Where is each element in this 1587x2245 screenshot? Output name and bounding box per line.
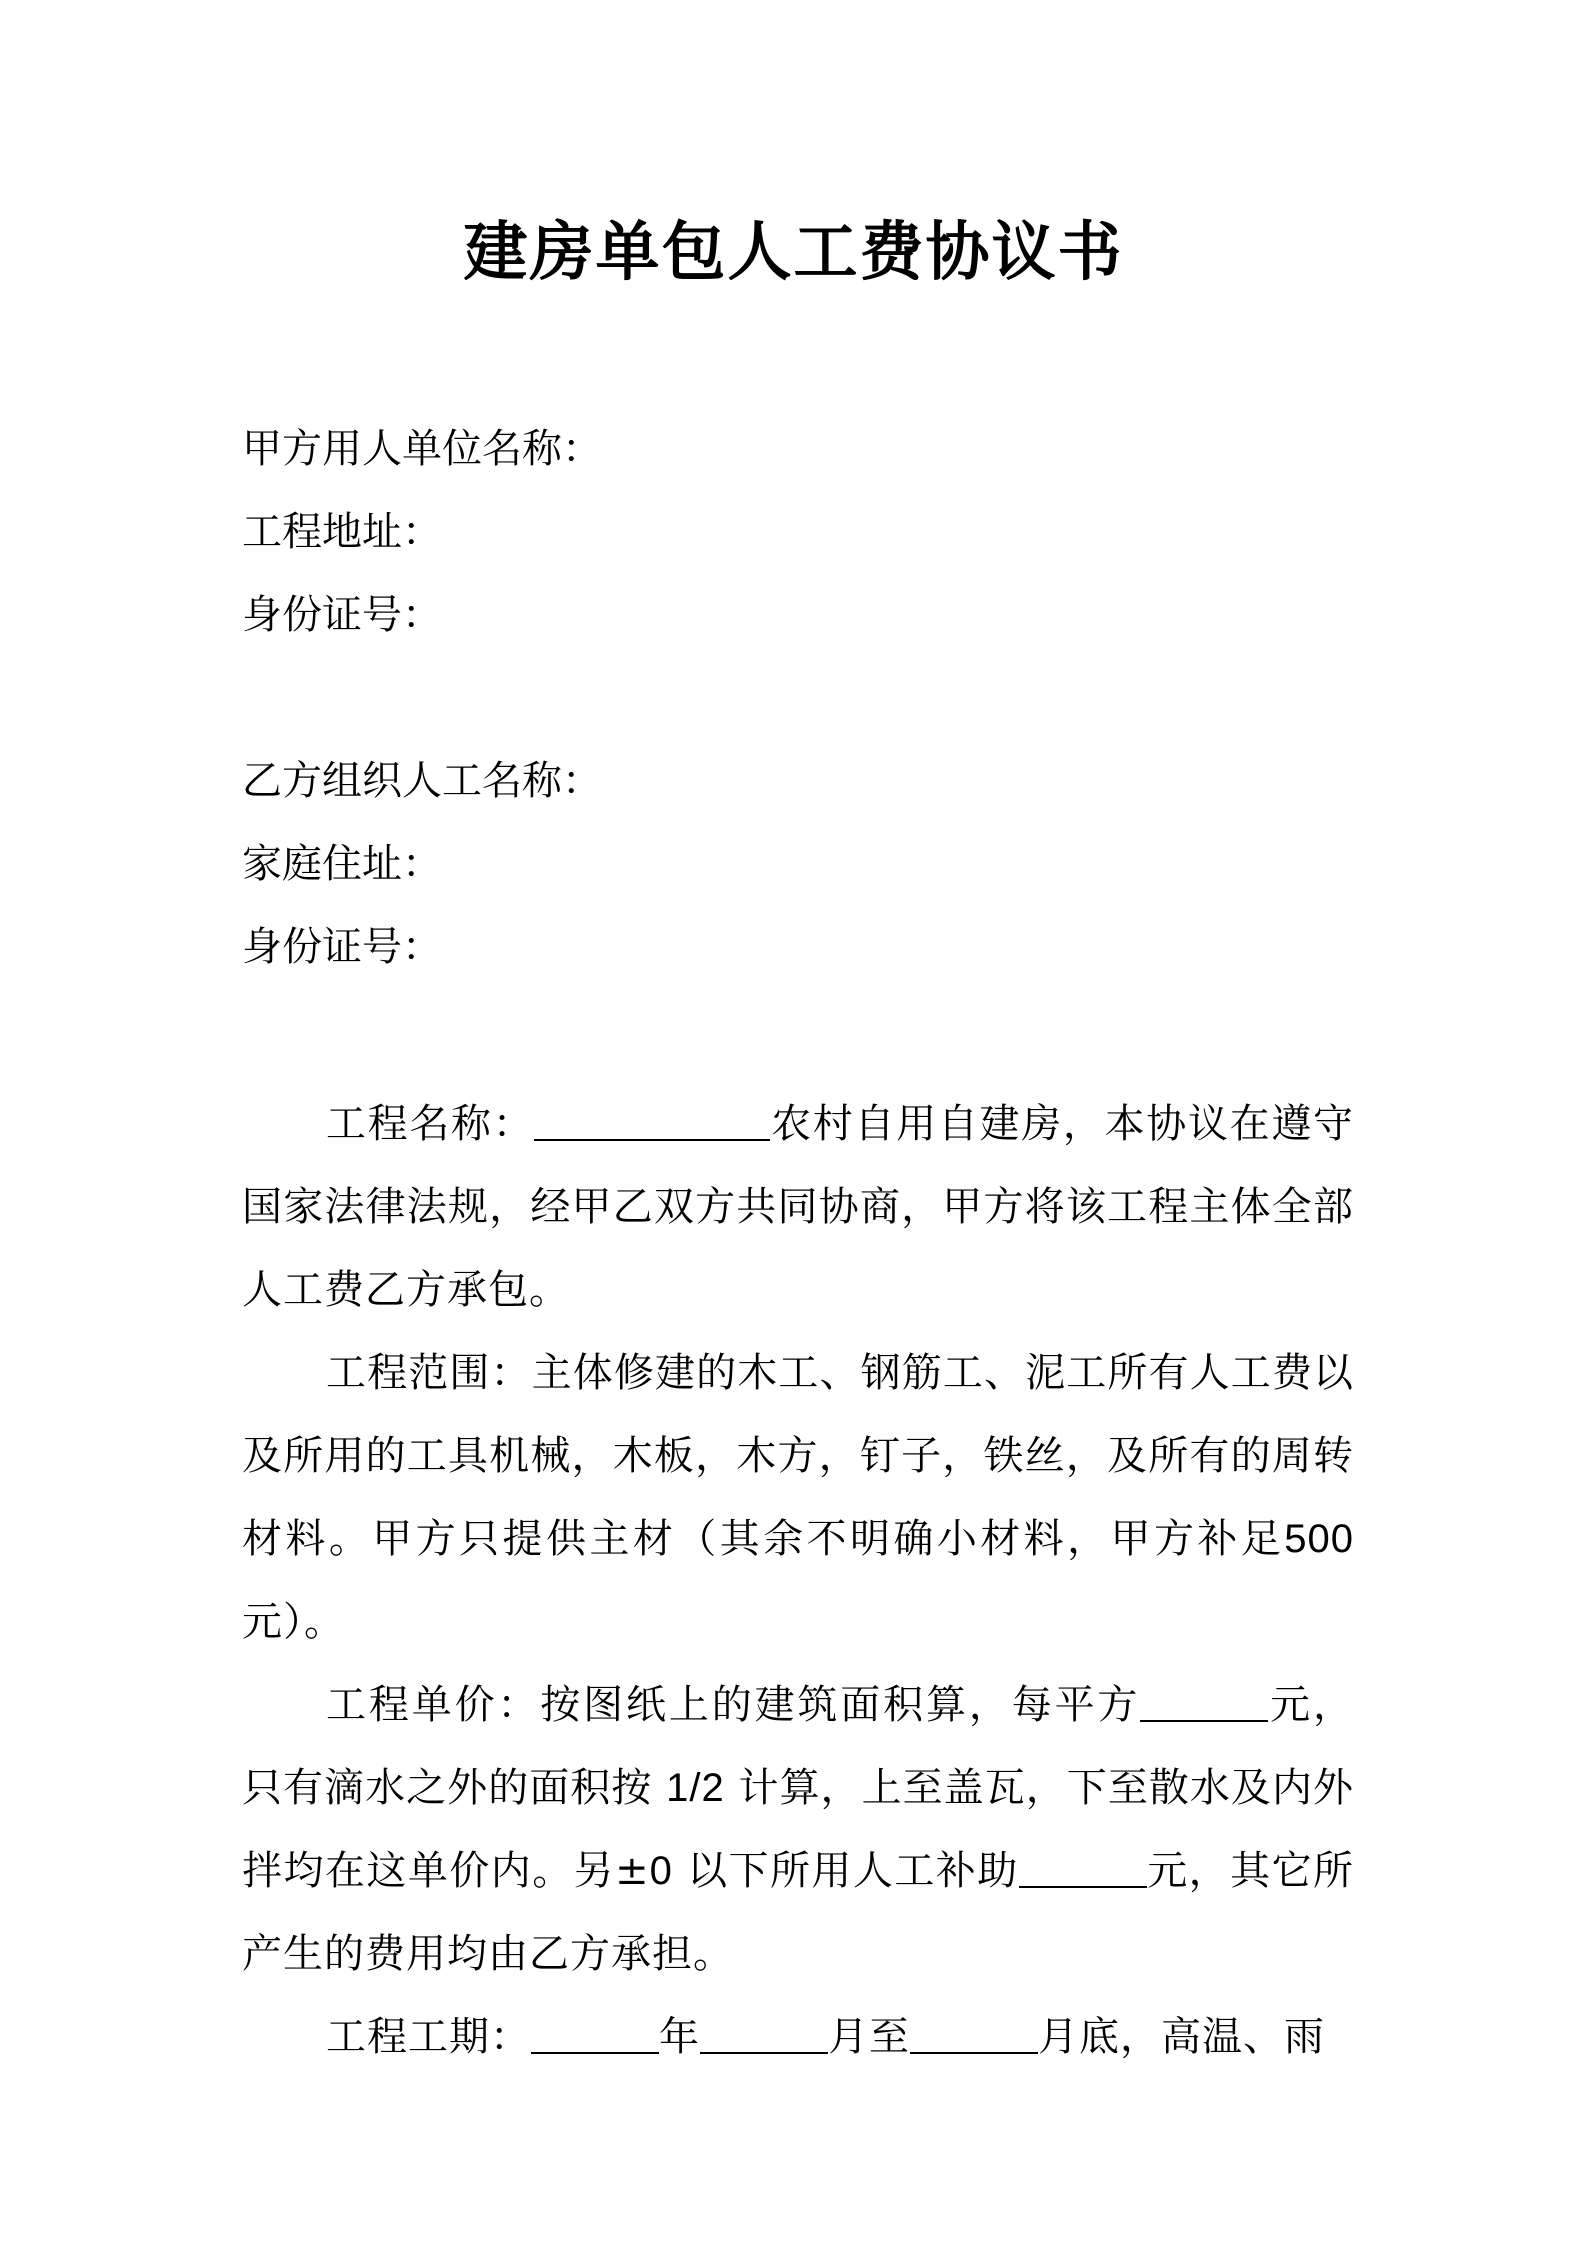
section-spacer — [242, 989, 1354, 1083]
party-a-section — [242, 408, 1354, 657]
subsidy-blank — [1019, 1844, 1147, 1888]
section-spacer — [242, 657, 1354, 740]
project-name-text: 农村自用自建房，本协议在遵守国家法律法规，经甲乙双方共同协商，甲方将该工程主体全部人工费乙方承包。 — [242, 1101, 1355, 1313]
document-title: 建房单包人工费协议书 — [463, 215, 1124, 290]
unit-price-blank — [1140, 1678, 1268, 1722]
schedule-month-start-blank — [700, 2010, 828, 2054]
schedule-month-end: 月底，高温、雨 — [1038, 2014, 1325, 2060]
party-a-name-label: 甲方用人单位名称： — [242, 426, 602, 472]
schedule-year-blank — [531, 2010, 659, 2054]
scope-text-end: 元）。 — [242, 1599, 345, 1645]
party-b-id-label: 身份证号： — [242, 924, 442, 970]
scope-amount: 500 — [1284, 1517, 1354, 1561]
schedule-label: 工程工期： — [326, 2014, 531, 2060]
schedule-paragraph — [242, 1996, 1354, 2079]
unit-price-text: 工程单价：按图纸上的建筑面积算，每平方 — [326, 1682, 1141, 1728]
document-body — [242, 408, 1354, 2079]
party-a-id-label: 身份证号： — [242, 592, 442, 638]
unit-price-text: 计算，上至盖瓦，下至散水及内外拌均在这单价内。另± — [242, 1765, 1354, 1894]
unit-price-fraction: 1/2 — [666, 1766, 725, 1810]
unit-price-text: 以下所用人工补助 — [672, 1848, 1019, 1894]
project-name-label: 工程名称： — [326, 1101, 535, 1147]
party-a-address-label: 工程地址： — [242, 509, 442, 555]
project-name-paragraph — [242, 1083, 1354, 1332]
project-name-blank — [534, 1097, 770, 1141]
scope-paragraph — [242, 1332, 1354, 1664]
schedule-month-to: 月至 — [828, 2014, 910, 2060]
scope-text: 工程范围：主体修建的木工、钢筋工、泥工所有人工费以及所用的工具机械，木板，木方，钉子，铁丝，及所有的周转材料。甲方只提供主材（其余不明确小材料，甲方补足 — [242, 1350, 1354, 1562]
party-b-section — [242, 740, 1354, 989]
party-b-name-label: 乙方组织人工名称： — [242, 758, 602, 804]
unit-price-text: 元，其它所产生的费用均由乙方承担。 — [242, 1848, 1355, 1977]
schedule-month-end-blank — [910, 2010, 1038, 2054]
party-b-address-label: 家庭住址： — [242, 841, 442, 887]
unit-price-text: 元，只有滴水之外的面积按 — [242, 1682, 1355, 1811]
unit-price-zero: 0 — [649, 1849, 673, 1893]
unit-price-paragraph — [242, 1664, 1354, 1996]
schedule-year: 年 — [659, 2014, 700, 2060]
